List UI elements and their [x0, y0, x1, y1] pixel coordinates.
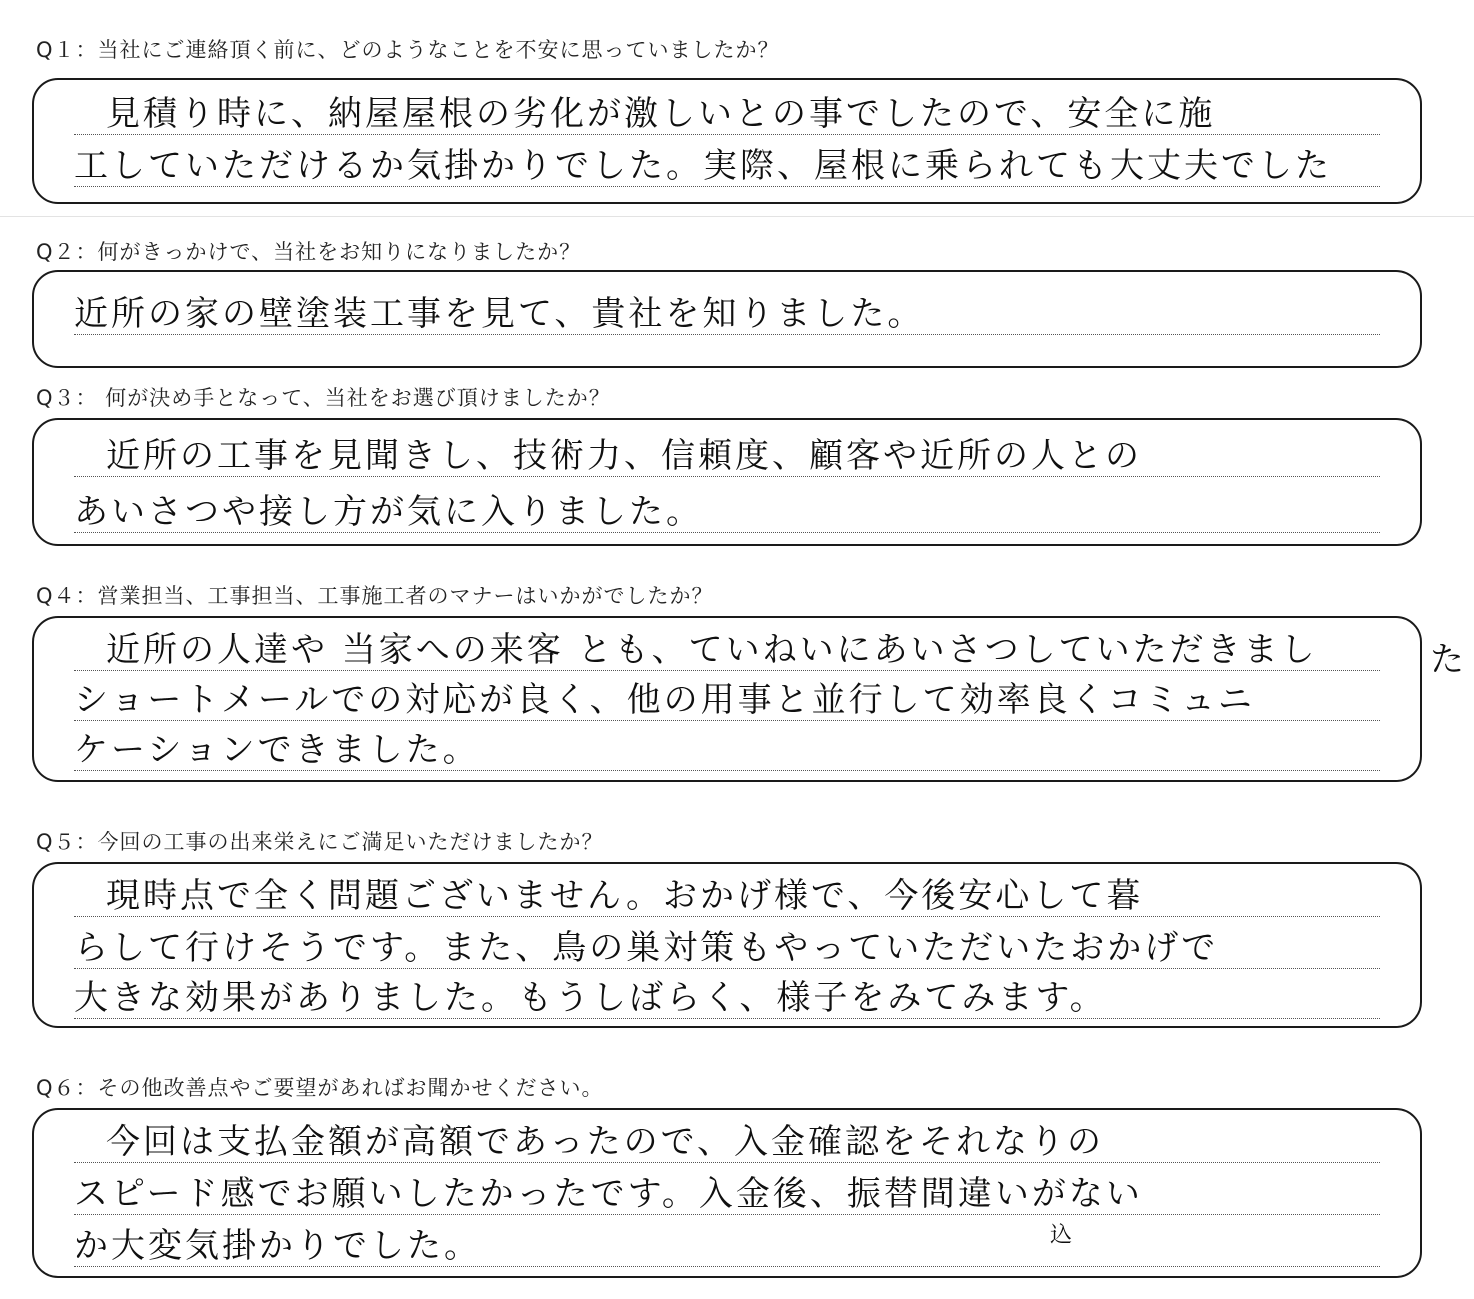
- question-1: Q１：当社にご連絡頂く前に、どのようなことを不安に思っていましたか？: [36, 38, 780, 62]
- answer-6-line-2: スピード感でお願いしたかったです。入金後、振替間違いがない: [74, 1174, 1380, 1215]
- answer-1-line-2: 工していただけるか気掛かりでした。実際、屋根に乗られても大丈夫でした: [74, 146, 1380, 187]
- question-4: Q４：営業担当、工事担当、工事施工者のマナーはいかがでしたか？: [36, 584, 714, 608]
- answer-4-line-2: ショートメールでの対応が良く、他の用事と並行して効率良くコミュニ: [74, 680, 1380, 721]
- answer-box-5: [32, 862, 1422, 1028]
- question-2: Q２：何がきっかけで、当社をお知りになりましたか？: [36, 240, 582, 264]
- answer-box-2: [32, 270, 1422, 368]
- answer-box-6: [32, 1108, 1422, 1278]
- answer-3-line-2: あいさつや接し方が気に入りました。: [74, 492, 1380, 533]
- answer-6-line-3: か大変気掛かりでした。: [74, 1226, 1380, 1267]
- answer-3-line-1: 近所の工事を見聞きし、技術力、信頼度、顧客や近所の人との: [74, 436, 1380, 477]
- answer-5-line-3: 大きな効果がありました。もうしばらく、様子をみてみます。: [74, 978, 1380, 1019]
- margin-note-4: た: [1430, 640, 1464, 680]
- answer-box-3: [32, 418, 1422, 546]
- answer-box-1: [32, 78, 1422, 204]
- answer-4-line-3: ケーションできました。: [74, 730, 1380, 771]
- divider: [0, 216, 1474, 217]
- question-6: Q６：その他改善点やご要望があればお聞かせください。: [36, 1076, 604, 1100]
- answer-4-line-1: 近所の人達や 当家への来客 とも、ていねいにあいさつしていただきまし: [74, 630, 1380, 671]
- answer-5-line-2: らして行けそうです。また、鳥の巣対策もやっていただいたおかげで: [74, 928, 1380, 969]
- question-3: Q３： 何が決め手となって、当社をお選び頂けましたか？: [36, 386, 611, 410]
- sub-note-6: 込: [1050, 1223, 1073, 1248]
- question-5: Q５：今回の工事の出来栄えにご満足いただけましたか？: [36, 830, 604, 854]
- answer-5-line-1: 現時点で全く問題ございません。おかげ様で、今後安心して暮: [74, 876, 1380, 917]
- answer-6-line-1: 今回は支払金額が高額であったので、入金確認をそれなりの: [74, 1122, 1380, 1163]
- answer-2-line-1: 近所の家の壁塗装工事を見て、貴社を知りました。: [74, 294, 1380, 335]
- answer-box-4: [32, 616, 1422, 782]
- answer-1-line-1: 見積り時に、納屋屋根の劣化が激しいとの事でしたので、安全に施: [74, 94, 1380, 135]
